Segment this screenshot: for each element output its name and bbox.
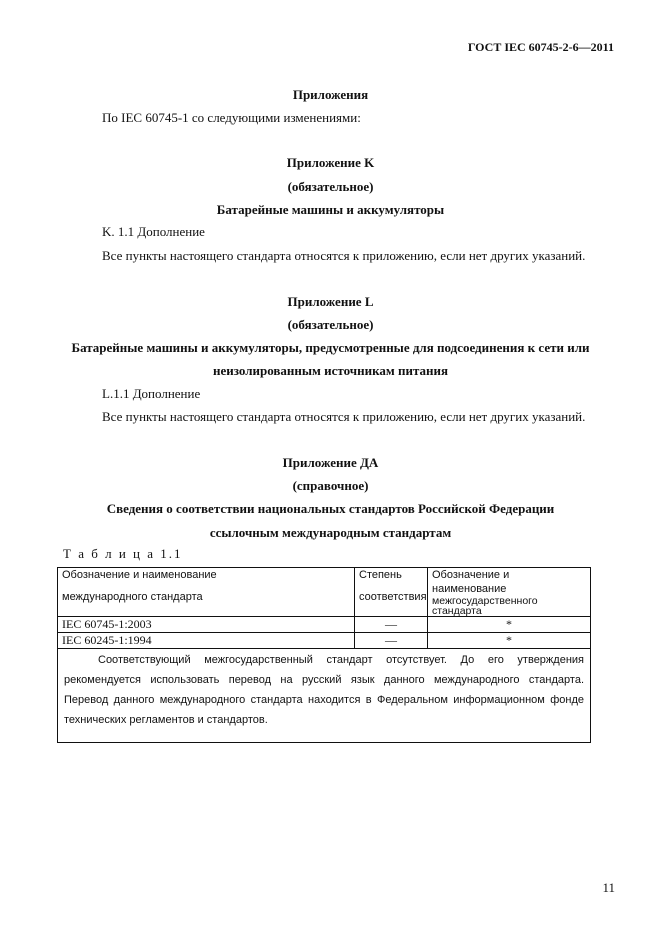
table-row (58, 617, 591, 633)
annex-k-status: (обязательное) (287, 179, 374, 194)
header-col1-line1: Обозначение и наименование (62, 569, 217, 581)
table-note (58, 649, 591, 743)
table-row (58, 633, 591, 649)
annex-l-subject-line1: Батарейные машины и аккумуляторы, предусмотренные для подсоединения к сети или (71, 340, 590, 355)
header-international-standard (58, 568, 355, 617)
annex-l-title: Приложение L (287, 294, 374, 309)
annex-da-status: (справочное) (292, 478, 369, 493)
cell-national: * (428, 633, 591, 649)
table-header-row (58, 568, 591, 617)
note-line2: рекомендуется использовать перевод на русский язык данного международного стандарта. (64, 674, 584, 686)
header-national-standard (428, 568, 591, 617)
table-note-row (58, 649, 591, 743)
table-caption: Т а б л и ц а 1.1 (63, 546, 183, 561)
annex-k-title: Приложение K (286, 155, 375, 170)
header-col3-line3: стандарта (432, 605, 482, 617)
appendices-title: Приложения (292, 87, 369, 102)
note-line4: технических регламентов и стандартов. (64, 714, 268, 726)
appendices-intro: По IEC 60745-1 со следующими изменениями: (102, 110, 361, 125)
annex-l-subject-line2: неизолированным источникам питания (212, 363, 449, 378)
annex-k-subject: Батарейные машины и аккумуляторы (216, 202, 445, 217)
header-degree (355, 568, 428, 617)
document-code: ГОСТ IEC 60745-2-6—2011 (467, 40, 614, 54)
cell-degree: — (355, 617, 428, 633)
note-line1: Соответствующий межгосударственный стандарт отсутствует. До его утверждения (98, 654, 584, 666)
annex-l-status: (обязательное) (287, 317, 374, 332)
header-col2-line2: соответствия (359, 591, 427, 603)
correspondence-table (57, 567, 591, 743)
annex-k-text: Все пункты настоящего стандарта относятся к приложению, если нет других указаний. (102, 248, 586, 263)
cell-degree: — (355, 633, 428, 649)
annex-da-title: Приложение ДА (282, 455, 379, 470)
cell-standard: IEC 60245-1:1994 (58, 633, 355, 649)
annex-l-clause: L.1.1 Дополнение (102, 386, 201, 401)
header-col1-line2: международного стандарта (62, 591, 203, 603)
annex-k-clause: K. 1.1 Дополнение (102, 224, 205, 239)
note-line3: Перевод данного международного стандарта находится в Федеральном информационном фонде (64, 694, 584, 706)
header-col2-line1: Степень (359, 569, 402, 581)
annex-da-subject-line2: ссылочным международным стандартам (209, 525, 452, 540)
cell-national: * (428, 617, 591, 633)
annex-l-text: Все пункты настоящего стандарта относятся к приложению, если нет других указаний. (102, 409, 586, 424)
header-col3-line1: Обозначение и наименование (432, 569, 510, 595)
page-number: 11 (602, 880, 615, 895)
cell-standard: IEC 60745-1:2003 (58, 617, 355, 633)
header-col3-line2: межгосударственного (432, 595, 538, 607)
annex-da-subject-line1: Сведения о соответствии национальных стандартов Российской Федерации (106, 501, 555, 516)
